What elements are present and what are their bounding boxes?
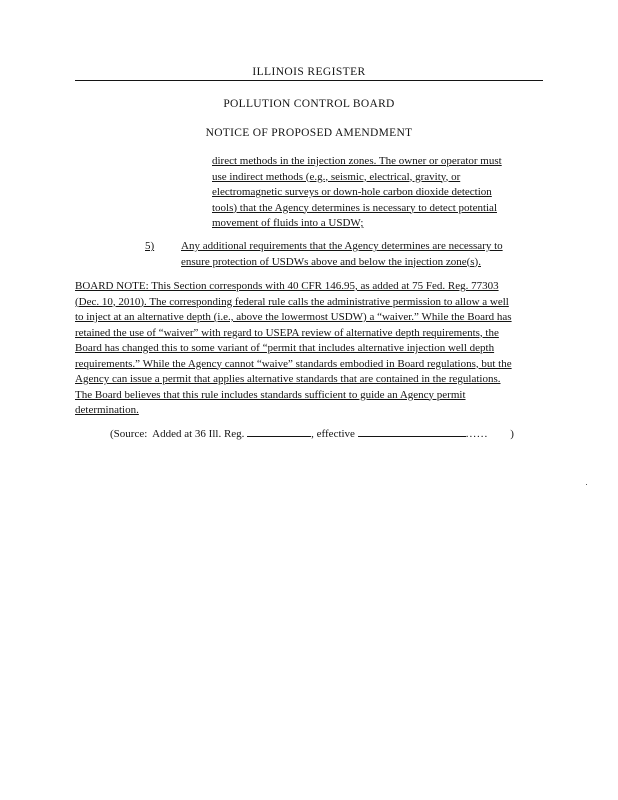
board-note <box>75 279 512 419</box>
text-line: use indirect methods (e.g., seismic, electrical, gravity, or <box>212 170 461 183</box>
text-line: retained the use of “waiver” with regard to USEPA review of alternative depth requirements, the <box>75 326 499 339</box>
text-line: Board has changed this to some variant of “permit that includes alternative injection well depth <box>75 342 495 354</box>
text-line: electromagnetic surveys or down-hole carbon dioxide detection <box>212 186 492 198</box>
source-prefix: (Source: Added at 36 Ill. Reg. <box>110 428 248 440</box>
item-number: 5) <box>145 240 155 252</box>
text-line: to inject at an alternative depth (i.e., above the lowermost USDW) a “waiver.” While the Board has <box>75 311 512 323</box>
scan-speck <box>586 484 587 485</box>
text-line: Any additional requirements that the Agency determines are necessary to <box>181 240 503 252</box>
text-line: tools) that the Agency determines is necessary to detect potential <box>212 201 497 214</box>
text-line: BOARD NOTE: This Section corresponds with 40 CFR 146.95, as added at 75 Fed. Reg. 77303 <box>75 280 499 292</box>
source-middle: , effective <box>311 428 358 440</box>
text-line: requirements.” While the Agency cannot “waive” standards embodied in Board regulations, but the <box>75 357 512 370</box>
register-title: ILLINOIS REGISTER <box>252 66 366 78</box>
text-line: The Board believes that this rule includes standards sufficient to guide an Agency permit <box>75 388 466 401</box>
text-line: movement of fluids into a USDW; <box>212 217 364 229</box>
item-paragraph <box>181 239 503 270</box>
text-line: ensure protection of USDWs above and below the injection zone(s). <box>181 255 481 268</box>
continuation-paragraph <box>212 154 502 232</box>
effective-date-blank <box>358 426 466 437</box>
source-line <box>110 426 514 440</box>
text-line: Agency can issue a permit that applies alternative standards that are contained in the regulations. <box>75 373 501 385</box>
source-suffix: ) <box>510 428 514 440</box>
text-line: determination. <box>75 404 139 416</box>
notice-title: NOTICE OF PROPOSED AMENDMENT <box>205 127 413 139</box>
register-blank <box>247 426 311 437</box>
text-line: direct methods in the injection zones. The owner or operator must <box>212 155 502 167</box>
board-name: POLLUTION CONTROL BOARD <box>223 98 395 110</box>
source-dots: ...... <box>465 428 489 440</box>
text-line: (Dec. 10, 2010). The corresponding federal rule calls the administrative permission to allow a well <box>75 295 509 308</box>
header-rule <box>75 80 543 81</box>
